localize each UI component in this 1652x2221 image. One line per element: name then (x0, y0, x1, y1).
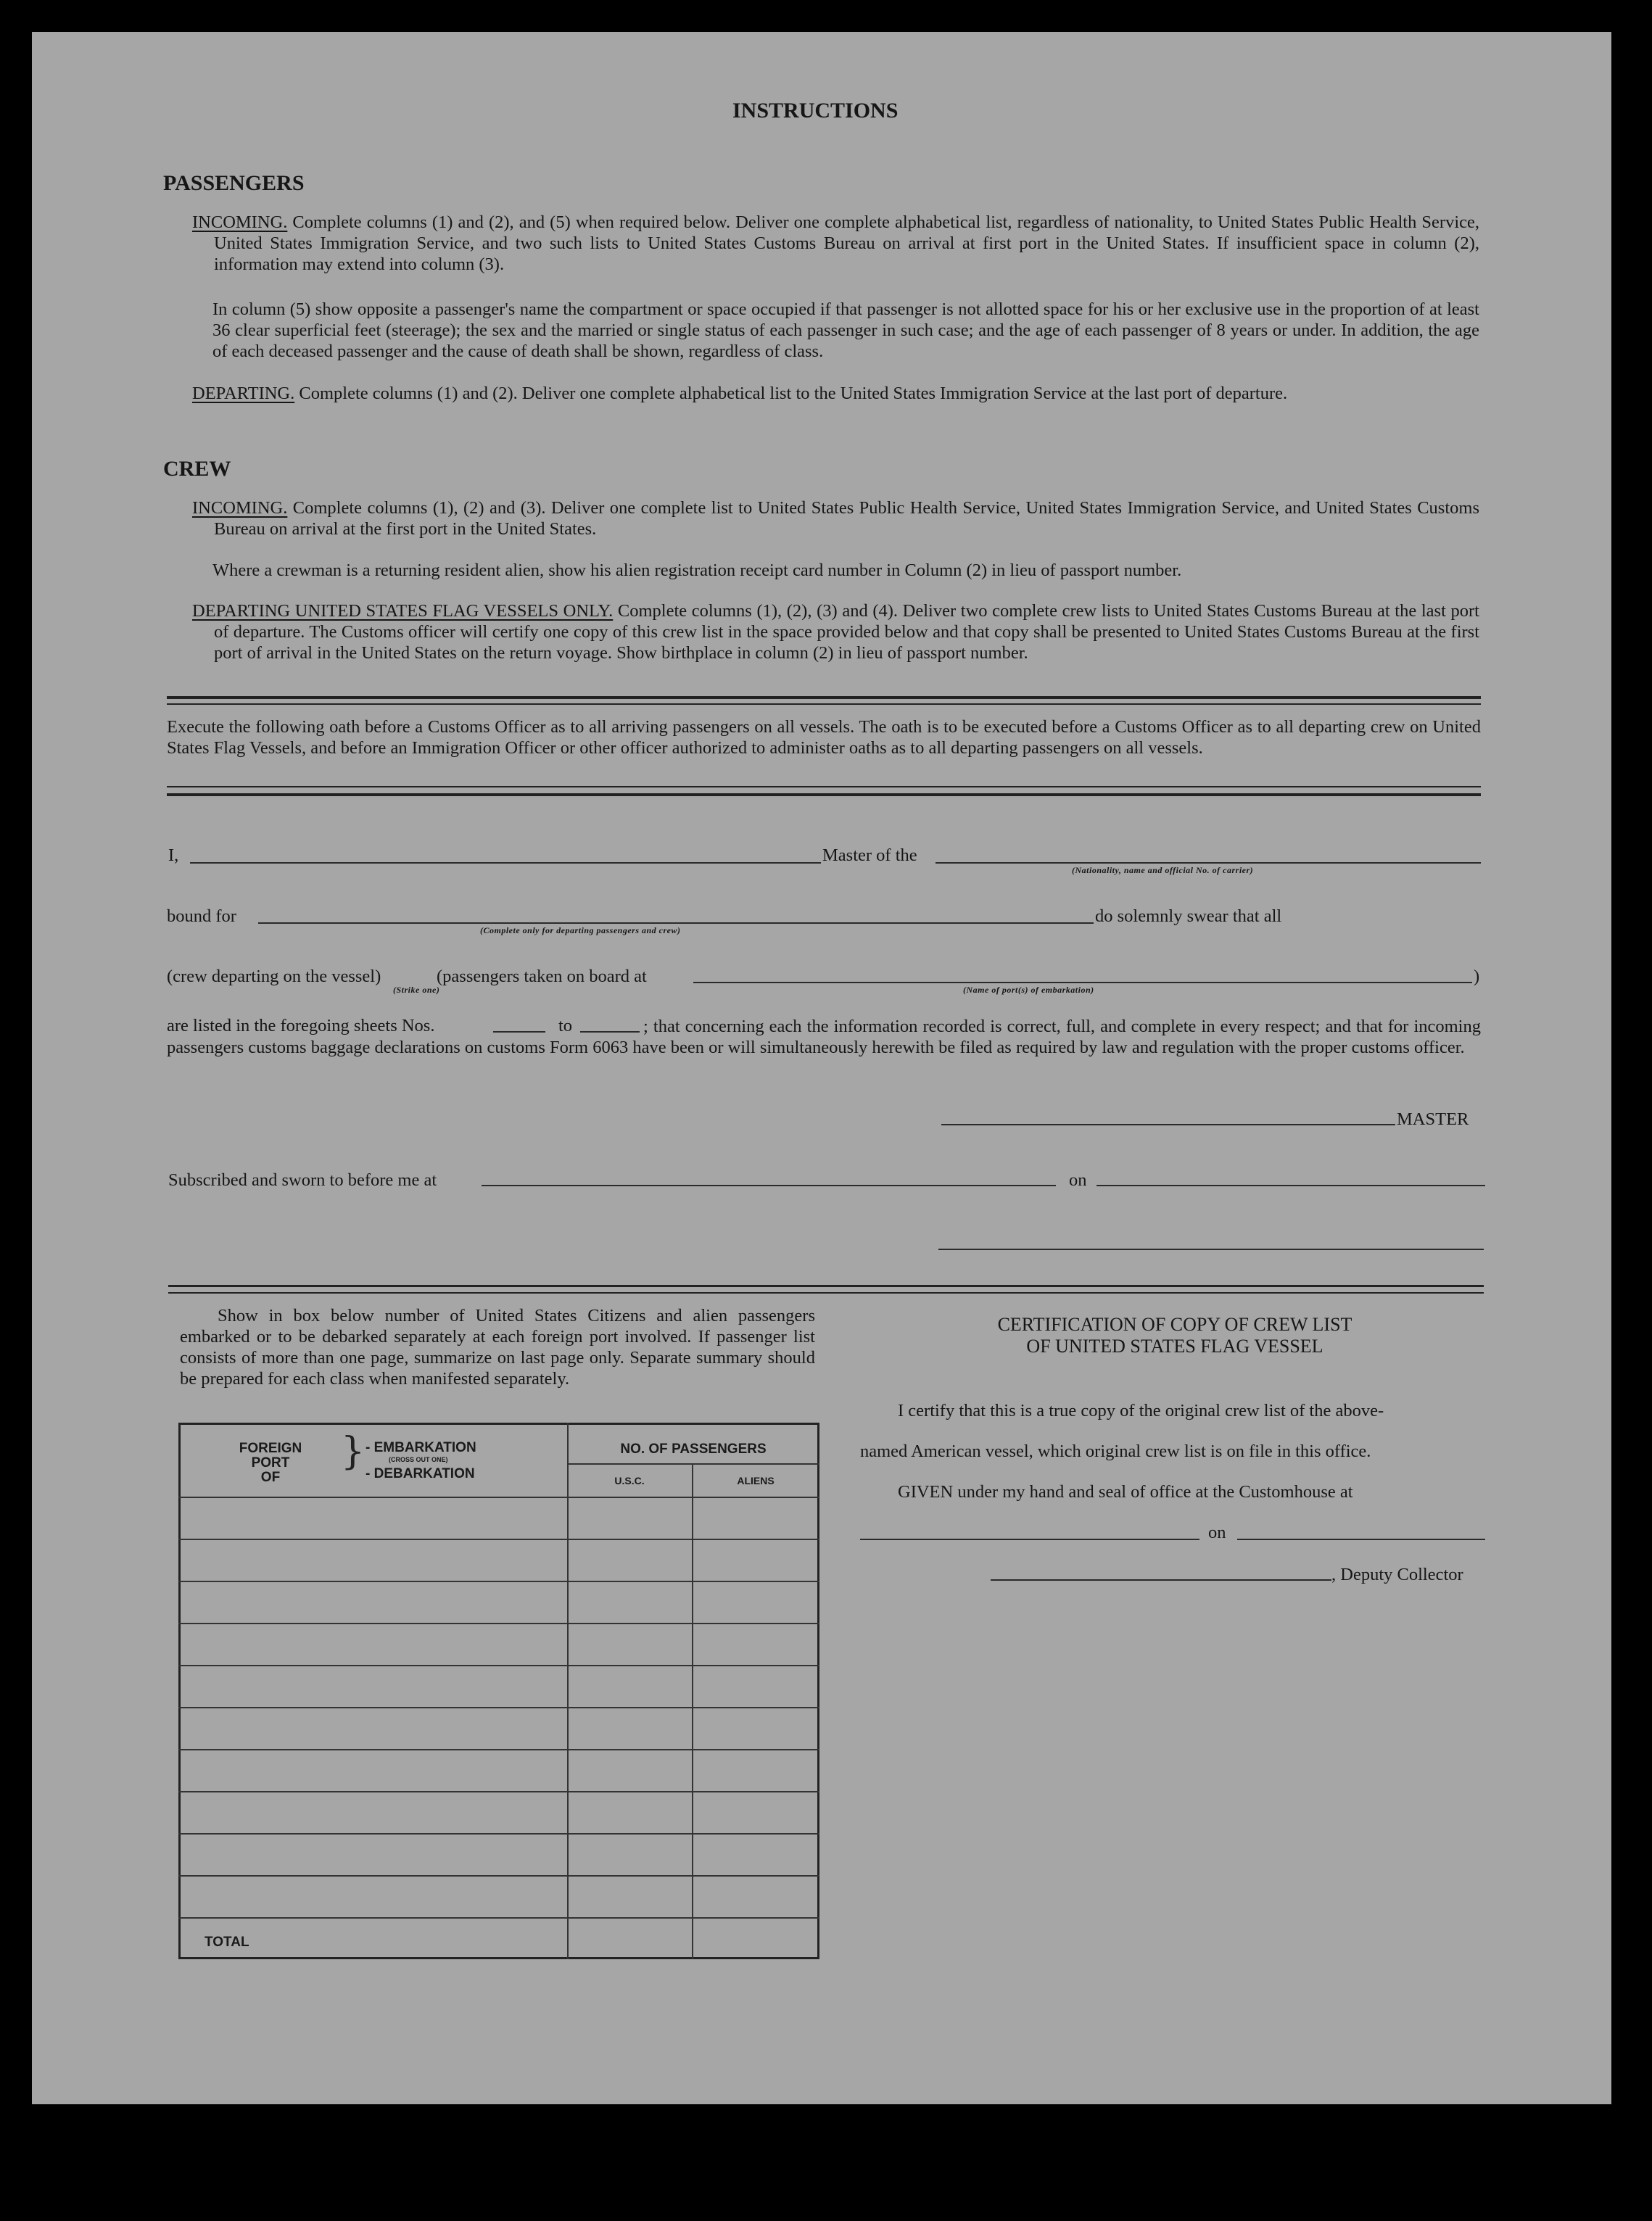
table-row-line (178, 1875, 819, 1877)
close-paren: ) (1474, 967, 1480, 986)
sworn-at-field[interactable] (482, 1185, 1056, 1186)
embarkation-ports-field[interactable] (693, 982, 1472, 983)
table-row-line (178, 1539, 819, 1540)
divider-rule (168, 1292, 1484, 1294)
passengers-heading: PASSENGERS (163, 171, 305, 195)
certification-title-line1: CERTIFICATION OF COPY OF CREW LIST (997, 1314, 1352, 1335)
table-row-line (178, 1917, 819, 1919)
passengers-taken-option[interactable]: (passengers taken on board at (437, 967, 647, 986)
sworn-on-label: on (1069, 1170, 1087, 1190)
master-name-field[interactable] (190, 862, 821, 864)
crew-departing-option[interactable]: (crew departing on the vessel) (167, 967, 381, 986)
divider-rule (168, 1285, 1484, 1287)
certification-on-label: on (1208, 1523, 1226, 1542)
to-label: to (558, 1016, 573, 1035)
embarkation-option[interactable]: - EMBARKATION (365, 1440, 476, 1455)
master-signature-field[interactable] (941, 1124, 1395, 1125)
certification-title (870, 1314, 1479, 1357)
table-header-divider (567, 1463, 819, 1465)
passengers-departing-label: DEPARTING. (192, 384, 295, 403)
crew-incoming-label: INCOMING. (192, 498, 288, 518)
listed-suffix: ; that concerning each the information recorded is correct, full, and complete in every respect; and that for incoming passengers customs baggage declarations on customs Form 6063 have been or will simultaneously herewith be filed as required by law and regulation with the proper customs officer. (167, 1017, 1481, 1057)
deputy-signature-field[interactable] (991, 1579, 1331, 1581)
table-row-line (178, 1665, 819, 1666)
customhouse-field[interactable] (860, 1539, 1199, 1540)
crew-heading: CREW (163, 457, 231, 481)
divider-rule (167, 786, 1481, 787)
bound-for-label: bound for (167, 906, 236, 926)
port-header-word: PORT (251, 1455, 290, 1471)
total-label: TOTAL (205, 1935, 249, 1950)
certification-title-line2: OF UNITED STATES FLAG VESSEL (1026, 1336, 1323, 1357)
crew-resident-text: Where a crewman is a returning resident alien, show his alien registration receipt card number in Column (2) in lieu of passport number. (212, 561, 1182, 580)
table-row-line (178, 1791, 819, 1792)
sworn-date-field[interactable] (1096, 1185, 1485, 1186)
foreign-port-of-header (231, 1442, 310, 1485)
master-label: MASTER (1397, 1109, 1469, 1129)
strike-caption: (Strike one) (393, 985, 440, 995)
page-title: INSTRUCTIONS (732, 99, 899, 123)
table-row-line (178, 1833, 819, 1835)
officer-signature-field[interactable] (938, 1249, 1484, 1250)
listed-prefix: are listed in the foregoing sheets Nos. (167, 1016, 435, 1035)
table-row-line (178, 1749, 819, 1750)
cross-out-caption: (CROSS OUT ONE) (389, 1456, 448, 1463)
crew-incoming (192, 497, 1479, 539)
crew-departing-label: DEPARTING UNITED STATES FLAG VESSELS ONLY. (192, 601, 614, 621)
debarkation-option[interactable]: - DEBARKATION (365, 1466, 475, 1481)
passengers-incoming-label: INCOMING. (192, 212, 288, 232)
table-row-line (178, 1707, 819, 1708)
passengers-departing-text: Complete columns (1) and (2). Deliver one complete alphabetical list to the United States Immigration Service at the last port of departure. (299, 384, 1288, 403)
carrier-caption: (Nationality, name and official No. of carrier) (1072, 865, 1254, 875)
ports-caption: (Name of port(s) of embarkation) (963, 985, 1094, 995)
table-header-bottom (178, 1497, 819, 1498)
passenger-summary-table (178, 1423, 819, 1959)
crew-departing-text: Complete columns (1), (2), (3) and (4). Deliver two complete crew lists to United States Customs Bureau at the last port of departure. The Customs officer will certify one copy of this crew list in the space provided below and that copy shall be presented to United States Customs Bureau at the first port of arrival in the United States on the return voyage. Show birthplace in column (2) in lieu of passport number. (214, 601, 1479, 663)
certify-line1: I certify that this is a true copy of the original crew list of the above- (898, 1401, 1384, 1420)
master-of-label: Master of the (822, 845, 917, 865)
bound-for-field[interactable] (258, 922, 1094, 924)
divider-rule (167, 696, 1481, 699)
certify-line2: named American vessel, which original crew list is on file in this office. (860, 1442, 1371, 1461)
given-line: GIVEN under my hand and seal of office at the Customhouse at (898, 1482, 1353, 1502)
passengers-column5-text: In column (5) show opposite a passenger's name the compartment or space occupied if that passenger is not allotted space for his or her exclusive use in the proportion of at least 36 clear superficial feet (steerage); the sex and the married or single status of each passenger in such case; and the age of each passenger of 8 years or under. In addition, the age of each deceased passenger and the cause of death shall be shown, regardless of class. (212, 299, 1479, 361)
usc-header: U.S.C. (614, 1475, 645, 1486)
table-column-divider (692, 1463, 693, 1959)
bound-caption: (Complete only for departing passengers and crew) (480, 925, 681, 935)
swear-label: do solemnly swear that all (1095, 906, 1282, 926)
oath-intro: Execute the following oath before a Customs Officer as to all arriving passengers on all vessels. The oath is to be executed before a Customs Officer as to all departing crew on United States Flag Vessels, and before an Immigration Officer or other officer authorized to administer oaths as to all departing passengers on all vessels. (167, 717, 1481, 758)
carrier-field[interactable] (936, 862, 1481, 864)
subscribed-label: Subscribed and sworn to before me at (168, 1170, 437, 1190)
divider-rule (167, 793, 1481, 796)
of-header-word: OF (260, 1470, 281, 1485)
passengers-incoming-text: Complete columns (1) and (2), and (5) when required below. Deliver one complete alphabetical list, regardless of nationality, to United States Public Health Service, United States Immigration Service, and two such lists to United States Customs Bureau on arrival at first port in the United States. If insufficient space in column (2), information may extend into column (3). (214, 212, 1480, 274)
passengers-departing (192, 383, 1479, 404)
divider-rule (167, 703, 1481, 705)
foreign-header-word: FOREIGN (239, 1441, 302, 1456)
oath-i-label: I, (168, 845, 179, 865)
table-row-line (178, 1623, 819, 1624)
summary-instructions: Show in box below number of United States Citizens and alien passengers embarked or to be debarked separately at each foreign port involved. If passenger list consists of more than one page, summarize on last page only. Separate summary should be prepared for each class when manifested separately. (180, 1306, 815, 1389)
passengers-incoming (192, 212, 1479, 275)
no-of-passengers-header: NO. OF PASSENGERS (620, 1442, 767, 1457)
crew-incoming-text: Complete columns (1), (2) and (3). Deliver one complete list to United States Public Health Service, United States Immigration Service, and United States Customs Bureau on arrival at the first port in the United States. (214, 498, 1479, 539)
brace-symbol: } (341, 1430, 365, 1473)
certification-date-field[interactable] (1237, 1539, 1485, 1540)
crew-departing (192, 600, 1479, 663)
deputy-collector-label: , Deputy Collector (1331, 1565, 1463, 1584)
aliens-header: ALIENS (737, 1475, 775, 1486)
table-column-divider (567, 1423, 569, 1959)
table-row-line (178, 1581, 819, 1582)
